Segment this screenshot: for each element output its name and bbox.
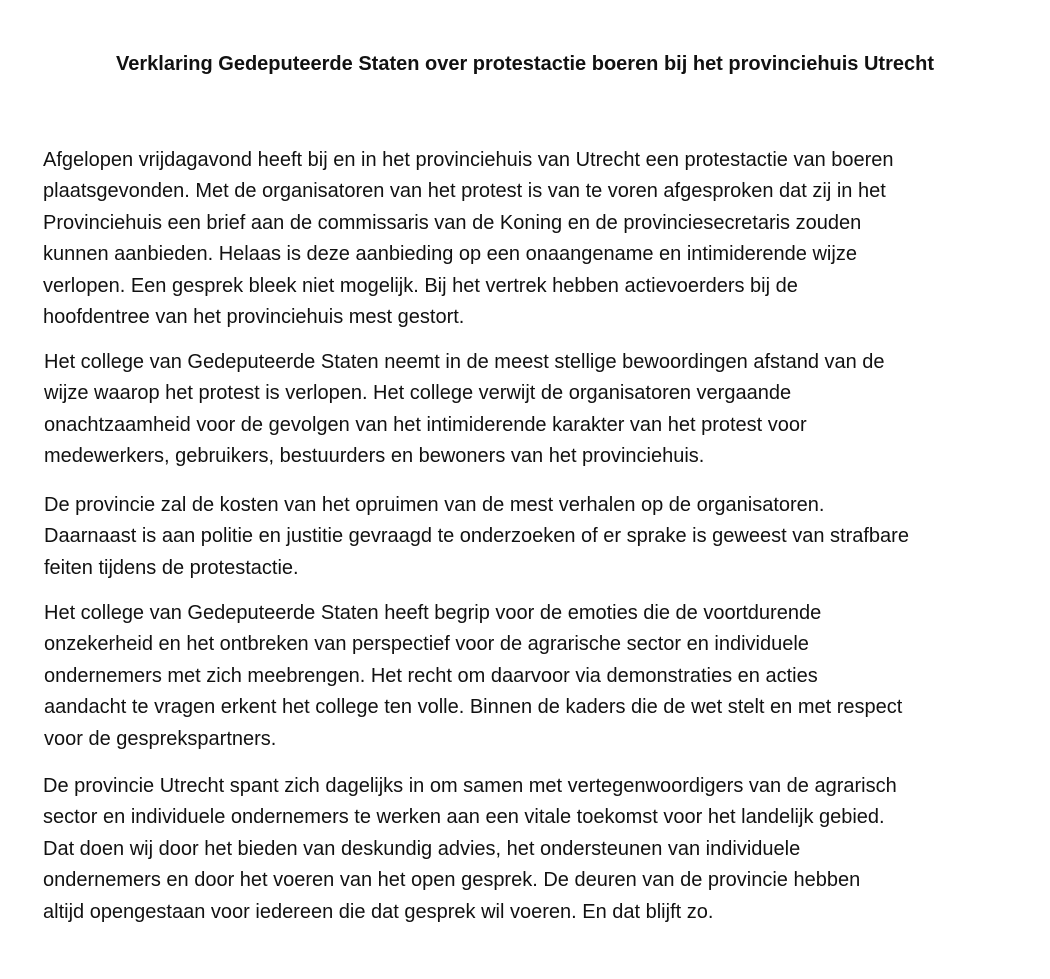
paragraph-line: onachtzaamheid voor de gevolgen van het intimiderende karakter van het protest voor bbox=[44, 413, 807, 436]
paragraph-line: kunnen aanbieden. Helaas is deze aanbieding op een onaangename en intimiderende wijze bbox=[43, 243, 857, 266]
paragraph-line: Het college van Gedeputeerde Staten heeft begrip voor de emoties die de voortdurende bbox=[44, 602, 822, 624]
paragraph-line: altijd opengestaan voor iedereen die dat gesprek wil voeren. En dat blijft zo. bbox=[43, 900, 714, 923]
paragraph-1 bbox=[43, 145, 894, 333]
paragraph-4 bbox=[44, 598, 902, 755]
paragraph-line: onzekerheid en het ontbreken van perspectief voor de agrarische sector en individuele bbox=[44, 633, 809, 656]
paragraph-line: ondernemers en door het voeren van het open gesprek. De deuren van de provincie hebben bbox=[43, 869, 861, 892]
paragraph-line: Afgelopen vrijdagavond heeft bij en in het provinciehuis van Utrecht een protestactie van boeren bbox=[43, 149, 894, 171]
paragraph-3 bbox=[44, 490, 909, 584]
paragraph-line: Provinciehuis een brief aan de commissaris van de Koning en de provinciesecretaris zouden bbox=[43, 211, 862, 234]
paragraph-line: verlopen. Een gesprek bleek niet mogelijk. Bij het vertrek hebben actievoerders bij de bbox=[43, 274, 798, 297]
paragraph-line: aandacht te vragen erkent het college ten volle. Binnen de kaders die de wet stelt en met respect bbox=[44, 696, 903, 719]
paragraph-line: Het college van Gedeputeerde Staten neemt in de meest stellige bewoordingen afstand van de bbox=[44, 351, 885, 373]
paragraph-line: sector en individuele ondernemers te werken aan een vitale toekomst voor het landelijk gebied. bbox=[43, 806, 885, 829]
document-title: Verklaring Gedeputeerde Staten over protestactie boeren bij het provinciehuis Utrecht bbox=[116, 53, 934, 75]
paragraph-line: feiten tijdens de protestactie. bbox=[44, 556, 299, 579]
paragraph-line: De provincie Utrecht spant zich dagelijks in om samen met vertegenwoordigers van de agrarisch bbox=[43, 775, 897, 797]
paragraph-2 bbox=[44, 347, 885, 473]
paragraph-5 bbox=[43, 771, 897, 928]
paragraph-line: voor de gesprekspartners. bbox=[44, 727, 277, 750]
paragraph-line: hoofdentree van het provinciehuis mest gestort. bbox=[43, 306, 465, 329]
paragraph-line: Daarnaast is aan politie en justitie gevraagd te onderzoeken of er sprake is geweest van strafbare bbox=[44, 525, 909, 548]
paragraph-line: De provincie zal de kosten van het opruimen van de mest verhalen op de organisatoren. bbox=[44, 494, 825, 516]
paragraph-line: plaatsgevonden. Met de organisatoren van het protest is van te voren afgesproken dat zij in het bbox=[43, 180, 886, 203]
paragraph-line: wijze waarop het protest is verlopen. Het college verwijt de organisatoren vergaande bbox=[44, 382, 792, 405]
paragraph-line: medewerkers, gebruikers, bestuurders en bewoners van het provinciehuis. bbox=[44, 445, 705, 468]
paragraph-line: Dat doen wij door het bieden van deskundig advies, het ondersteunen van individuele bbox=[43, 837, 801, 860]
paragraph-line: ondernemers met zich meebrengen. Het recht om daarvoor via demonstraties en acties bbox=[44, 664, 818, 687]
